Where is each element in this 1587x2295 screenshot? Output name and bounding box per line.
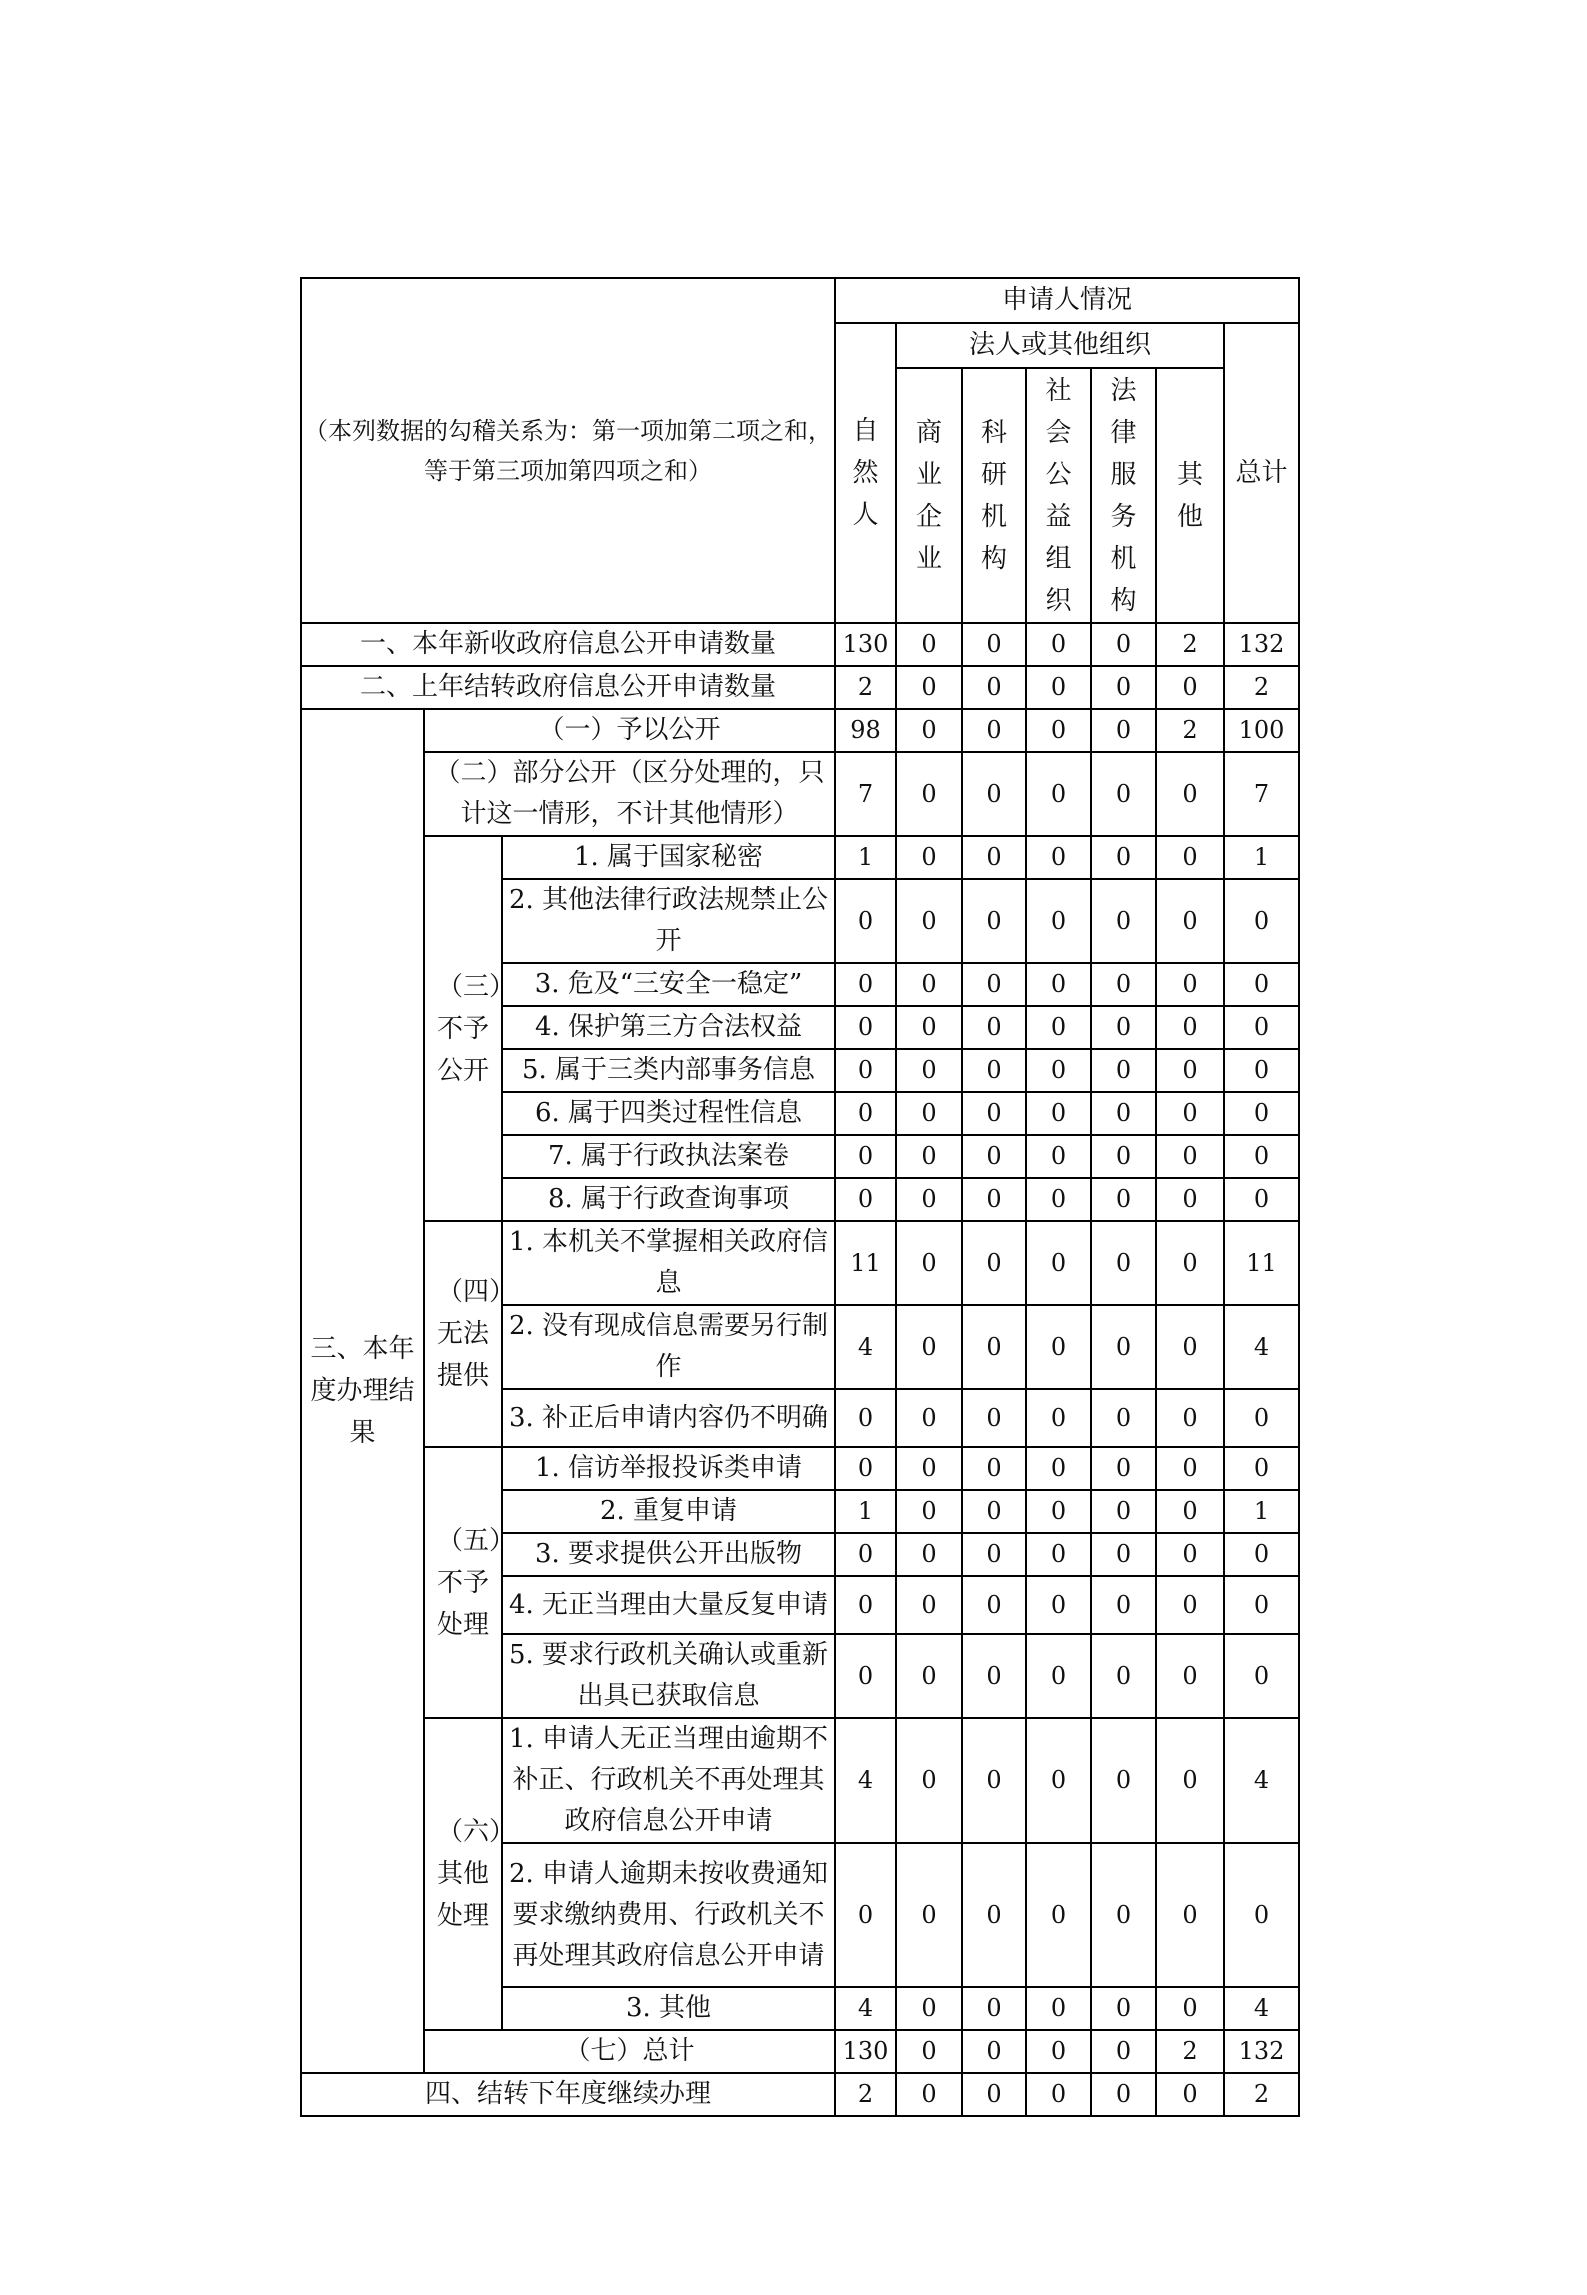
value-cell: 0 (1224, 1049, 1299, 1092)
value-cell: 0 (962, 1135, 1026, 1178)
value-cell: 0 (1026, 879, 1091, 963)
value-cell: 0 (835, 1634, 896, 1718)
item-label: 2. 重复申请 (502, 1490, 835, 1533)
value-cell: 0 (896, 1049, 962, 1092)
value-cell: 0 (1156, 1634, 1224, 1718)
value-cell: 0 (1156, 666, 1224, 709)
value-cell: 4 (1224, 1718, 1299, 1843)
table-row (301, 2030, 1299, 2073)
value-cell: 0 (962, 1049, 1026, 1092)
value-cell: 2 (835, 666, 896, 709)
value-cell: 0 (962, 2073, 1026, 2116)
value-cell: 0 (896, 1634, 962, 1718)
value-cell: 0 (1026, 1490, 1091, 1533)
value-cell: 0 (962, 709, 1026, 752)
value-cell: 0 (1156, 1533, 1224, 1576)
value-cell: 0 (835, 879, 896, 963)
value-cell: 0 (1026, 1178, 1091, 1221)
value-cell: 0 (1026, 709, 1091, 752)
item-label: 5. 属于三类内部事务信息 (502, 1049, 835, 1092)
value-cell: 0 (896, 1718, 962, 1843)
value-cell: 0 (962, 1178, 1026, 1221)
value-cell: 4 (835, 1305, 896, 1389)
value-cell: 0 (896, 2030, 962, 2073)
col-header-commercial: 商业企业 (896, 368, 962, 623)
col-header-other: 其他 (1156, 368, 1224, 623)
value-cell: 0 (896, 1576, 962, 1634)
value-cell: 0 (1026, 2073, 1091, 2116)
col-header-legal-service: 法律服务机构 (1091, 368, 1156, 623)
table-row (301, 2073, 1299, 2116)
value-cell: 7 (835, 752, 896, 836)
header-legal-persons: 法人或其他组织 (896, 323, 1224, 368)
value-cell: 2 (1224, 666, 1299, 709)
value-cell: 0 (1091, 1490, 1156, 1533)
value-cell: 0 (1026, 1006, 1091, 1049)
item-label: 1. 信访举报投诉类申请 (502, 1447, 835, 1490)
value-cell: 0 (1156, 2073, 1224, 2116)
value-cell: 0 (896, 752, 962, 836)
item-label: 3. 其他 (502, 1987, 835, 2030)
value-cell: 0 (962, 752, 1026, 836)
value-cell: 0 (1091, 1305, 1156, 1389)
item-label: 1. 属于国家秘密 (502, 836, 835, 879)
value-cell: 1 (1224, 836, 1299, 879)
value-cell: 98 (835, 709, 896, 752)
value-cell: 0 (1026, 623, 1091, 666)
group-label-g5: （五）不予处理 (424, 1447, 502, 1718)
value-cell: 0 (1026, 666, 1091, 709)
value-cell: 0 (1156, 879, 1224, 963)
value-cell: 0 (1091, 1576, 1156, 1634)
value-cell: 0 (1156, 1092, 1224, 1135)
value-cell: 1 (1224, 1490, 1299, 1533)
value-cell: 0 (1224, 1533, 1299, 1576)
value-cell: 0 (835, 1447, 896, 1490)
value-cell: 0 (1224, 1006, 1299, 1049)
value-cell: 0 (835, 1533, 896, 1576)
value-cell: 0 (962, 1533, 1026, 1576)
value-cell: 0 (896, 1533, 962, 1576)
table-row (301, 1718, 1299, 1843)
value-cell: 0 (1224, 1389, 1299, 1447)
table-row (301, 1221, 1299, 1305)
col-header-public-welfare: 社会公益组织 (1026, 368, 1091, 623)
table-note: （本列数据的勾稽关系为：第一项加第二项之和，等于第三项加第四项之和） (301, 278, 835, 623)
value-cell: 0 (1026, 1987, 1091, 2030)
value-cell: 0 (1026, 1533, 1091, 1576)
value-cell: 0 (1156, 1305, 1224, 1389)
value-cell: 11 (835, 1221, 896, 1305)
value-cell: 0 (962, 1006, 1026, 1049)
value-cell: 0 (962, 1447, 1026, 1490)
value-cell: 0 (896, 1135, 962, 1178)
item-label: 2. 申请人逾期未按收费通知要求缴纳费用、行政机关不再处理其政府信息公开申请 (502, 1843, 835, 1987)
value-cell: 0 (1091, 2030, 1156, 2073)
subrow-label-g7: （七）总计 (424, 2030, 835, 2073)
value-cell: 0 (1091, 1389, 1156, 1447)
value-cell: 0 (1091, 1092, 1156, 1135)
value-cell: 2 (1156, 623, 1224, 666)
value-cell: 0 (835, 1092, 896, 1135)
value-cell: 0 (962, 1634, 1026, 1718)
col-header-research: 科研机构 (962, 368, 1026, 623)
value-cell: 0 (896, 623, 962, 666)
value-cell: 0 (896, 1092, 962, 1135)
value-cell: 4 (835, 1987, 896, 2030)
value-cell: 0 (962, 1490, 1026, 1533)
value-cell: 0 (1026, 1049, 1091, 1092)
item-label: 4. 无正当理由大量反复申请 (502, 1576, 835, 1634)
value-cell: 0 (1026, 1576, 1091, 1634)
col-header-natural-person: 自然人 (835, 323, 896, 623)
col-header-total: 总计 (1224, 323, 1299, 623)
value-cell: 0 (1026, 963, 1091, 1006)
value-cell: 0 (1224, 1576, 1299, 1634)
value-cell: 130 (835, 2030, 896, 2073)
value-cell: 0 (1091, 1533, 1156, 1576)
value-cell: 0 (1091, 1843, 1156, 1987)
row-label-r4: 四、结转下年度继续办理 (301, 2073, 835, 2116)
value-cell: 0 (1156, 752, 1224, 836)
value-cell: 0 (962, 1305, 1026, 1389)
row-label-r2: 二、上年结转政府信息公开申请数量 (301, 666, 835, 709)
value-cell: 0 (835, 1843, 896, 1987)
item-label: 2. 其他法律行政法规禁止公开 (502, 879, 835, 963)
value-cell: 0 (896, 879, 962, 963)
subrow-label-g2: （二）部分公开（区分处理的，只计这一情形，不计其他情形） (424, 752, 835, 836)
item-label: 4. 保护第三方合法权益 (502, 1006, 835, 1049)
value-cell: 0 (1026, 2030, 1091, 2073)
value-cell: 0 (962, 1221, 1026, 1305)
value-cell: 0 (1026, 1221, 1091, 1305)
value-cell: 2 (1224, 2073, 1299, 2116)
value-cell: 0 (835, 963, 896, 1006)
value-cell: 0 (835, 1135, 896, 1178)
row-label-r1: 一、本年新收政府信息公开申请数量 (301, 623, 835, 666)
value-cell: 0 (962, 963, 1026, 1006)
value-cell: 0 (896, 1389, 962, 1447)
value-cell: 0 (962, 623, 1026, 666)
value-cell: 7 (1224, 752, 1299, 836)
value-cell: 0 (1091, 1135, 1156, 1178)
value-cell: 4 (835, 1718, 896, 1843)
value-cell: 0 (896, 1305, 962, 1389)
value-cell: 0 (896, 1490, 962, 1533)
value-cell: 132 (1224, 2030, 1299, 2073)
value-cell: 0 (1156, 1135, 1224, 1178)
value-cell: 0 (962, 879, 1026, 963)
value-cell: 0 (962, 1092, 1026, 1135)
value-cell: 0 (896, 709, 962, 752)
value-cell: 0 (1091, 1987, 1156, 2030)
group-label-g4: （四）无法提供 (424, 1221, 502, 1447)
value-cell: 0 (1091, 2073, 1156, 2116)
value-cell: 0 (1091, 963, 1156, 1006)
value-cell: 0 (835, 1006, 896, 1049)
value-cell: 0 (1091, 623, 1156, 666)
table-row (301, 836, 1299, 879)
value-cell: 0 (1156, 1178, 1224, 1221)
value-cell: 4 (1224, 1305, 1299, 1389)
value-cell: 0 (962, 666, 1026, 709)
value-cell: 0 (1156, 1006, 1224, 1049)
value-cell: 0 (896, 1178, 962, 1221)
value-cell: 0 (1156, 1221, 1224, 1305)
value-cell: 0 (1091, 836, 1156, 879)
value-cell: 0 (1224, 1092, 1299, 1135)
value-cell: 0 (1026, 1447, 1091, 1490)
value-cell: 0 (1224, 879, 1299, 963)
value-cell: 0 (1026, 1305, 1091, 1389)
table-row (301, 666, 1299, 709)
value-cell: 2 (1156, 2030, 1224, 2073)
value-cell: 0 (1224, 1178, 1299, 1221)
value-cell: 0 (962, 1718, 1026, 1843)
value-cell: 0 (896, 1221, 962, 1305)
value-cell: 0 (1224, 963, 1299, 1006)
value-cell: 0 (1026, 1718, 1091, 1843)
value-cell: 0 (1026, 1389, 1091, 1447)
value-cell: 0 (1224, 1447, 1299, 1490)
value-cell: 0 (1026, 836, 1091, 879)
value-cell: 0 (896, 1843, 962, 1987)
value-cell: 2 (835, 2073, 896, 2116)
value-cell: 0 (962, 1843, 1026, 1987)
value-cell: 0 (1091, 1447, 1156, 1490)
value-cell: 0 (896, 1006, 962, 1049)
value-cell: 0 (1091, 1718, 1156, 1843)
value-cell: 0 (1156, 963, 1224, 1006)
value-cell: 0 (962, 1987, 1026, 2030)
value-cell: 0 (1091, 709, 1156, 752)
table-row (301, 752, 1299, 836)
item-label: 2. 没有现成信息需要另行制作 (502, 1305, 835, 1389)
value-cell: 0 (962, 2030, 1026, 2073)
value-cell: 0 (1091, 879, 1156, 963)
table-row (301, 623, 1299, 666)
value-cell: 1 (835, 1490, 896, 1533)
value-cell: 0 (1156, 1447, 1224, 1490)
value-cell: 0 (896, 836, 962, 879)
group-label-g3: （三）不予公开 (424, 836, 502, 1221)
item-label: 8. 属于行政查询事项 (502, 1178, 835, 1221)
value-cell: 0 (1224, 1135, 1299, 1178)
value-cell: 0 (1224, 1843, 1299, 1987)
value-cell: 0 (1156, 836, 1224, 879)
value-cell: 0 (1156, 1987, 1224, 2030)
value-cell: 0 (1156, 1490, 1224, 1533)
value-cell: 2 (1156, 709, 1224, 752)
value-cell: 0 (1091, 1006, 1156, 1049)
table-row (301, 1447, 1299, 1490)
value-cell: 0 (1156, 1049, 1224, 1092)
value-cell: 0 (896, 1987, 962, 2030)
value-cell: 4 (1224, 1987, 1299, 2030)
item-label: 6. 属于四类过程性信息 (502, 1092, 835, 1135)
item-label: 3. 要求提供公开出版物 (502, 1533, 835, 1576)
value-cell: 130 (835, 623, 896, 666)
value-cell: 0 (896, 2073, 962, 2116)
item-label: 1. 申请人无正当理由逾期不补正、行政机关不再处理其政府信息公开申请 (502, 1718, 835, 1843)
value-cell: 0 (896, 666, 962, 709)
item-label: 1. 本机关不掌握相关政府信息 (502, 1221, 835, 1305)
value-cell: 132 (1224, 623, 1299, 666)
value-cell: 0 (1091, 752, 1156, 836)
value-cell: 0 (1224, 1634, 1299, 1718)
value-cell: 0 (1026, 1843, 1091, 1987)
header-applicant-situation: 申请人情况 (835, 278, 1299, 323)
value-cell: 0 (1091, 1221, 1156, 1305)
value-cell: 0 (1026, 752, 1091, 836)
item-label: 3. 补正后申请内容仍不明确 (502, 1389, 835, 1447)
value-cell: 0 (835, 1389, 896, 1447)
value-cell: 0 (1156, 1389, 1224, 1447)
value-cell: 0 (1156, 1718, 1224, 1843)
value-cell: 0 (1091, 1178, 1156, 1221)
subrow-label-g1: （一）予以公开 (424, 709, 835, 752)
value-cell: 0 (962, 1576, 1026, 1634)
value-cell: 0 (962, 1389, 1026, 1447)
value-cell: 0 (1026, 1135, 1091, 1178)
value-cell: 1 (835, 836, 896, 879)
value-cell: 0 (1091, 1634, 1156, 1718)
value-cell: 100 (1224, 709, 1299, 752)
group-label-g6: （六）其他处理 (424, 1718, 502, 2030)
row-label-r3: 三、本年度办理结果 (301, 709, 424, 2073)
item-label: 3. 危及“三安全一稳定” (502, 963, 835, 1006)
value-cell: 0 (835, 1178, 896, 1221)
value-cell: 0 (896, 1447, 962, 1490)
value-cell: 0 (896, 963, 962, 1006)
value-cell: 0 (1026, 1634, 1091, 1718)
value-cell: 0 (835, 1049, 896, 1092)
value-cell: 0 (962, 836, 1026, 879)
value-cell: 0 (1091, 1049, 1156, 1092)
value-cell: 0 (1026, 1092, 1091, 1135)
item-label: 7. 属于行政执法案卷 (502, 1135, 835, 1178)
value-cell: 0 (1091, 666, 1156, 709)
value-cell: 0 (1156, 1843, 1224, 1987)
table-row (301, 709, 1299, 752)
value-cell: 11 (1224, 1221, 1299, 1305)
application-statistics-table (300, 277, 1300, 2117)
item-label: 5. 要求行政机关确认或重新出具已获取信息 (502, 1634, 835, 1718)
value-cell: 0 (835, 1576, 896, 1634)
value-cell: 0 (1156, 1576, 1224, 1634)
